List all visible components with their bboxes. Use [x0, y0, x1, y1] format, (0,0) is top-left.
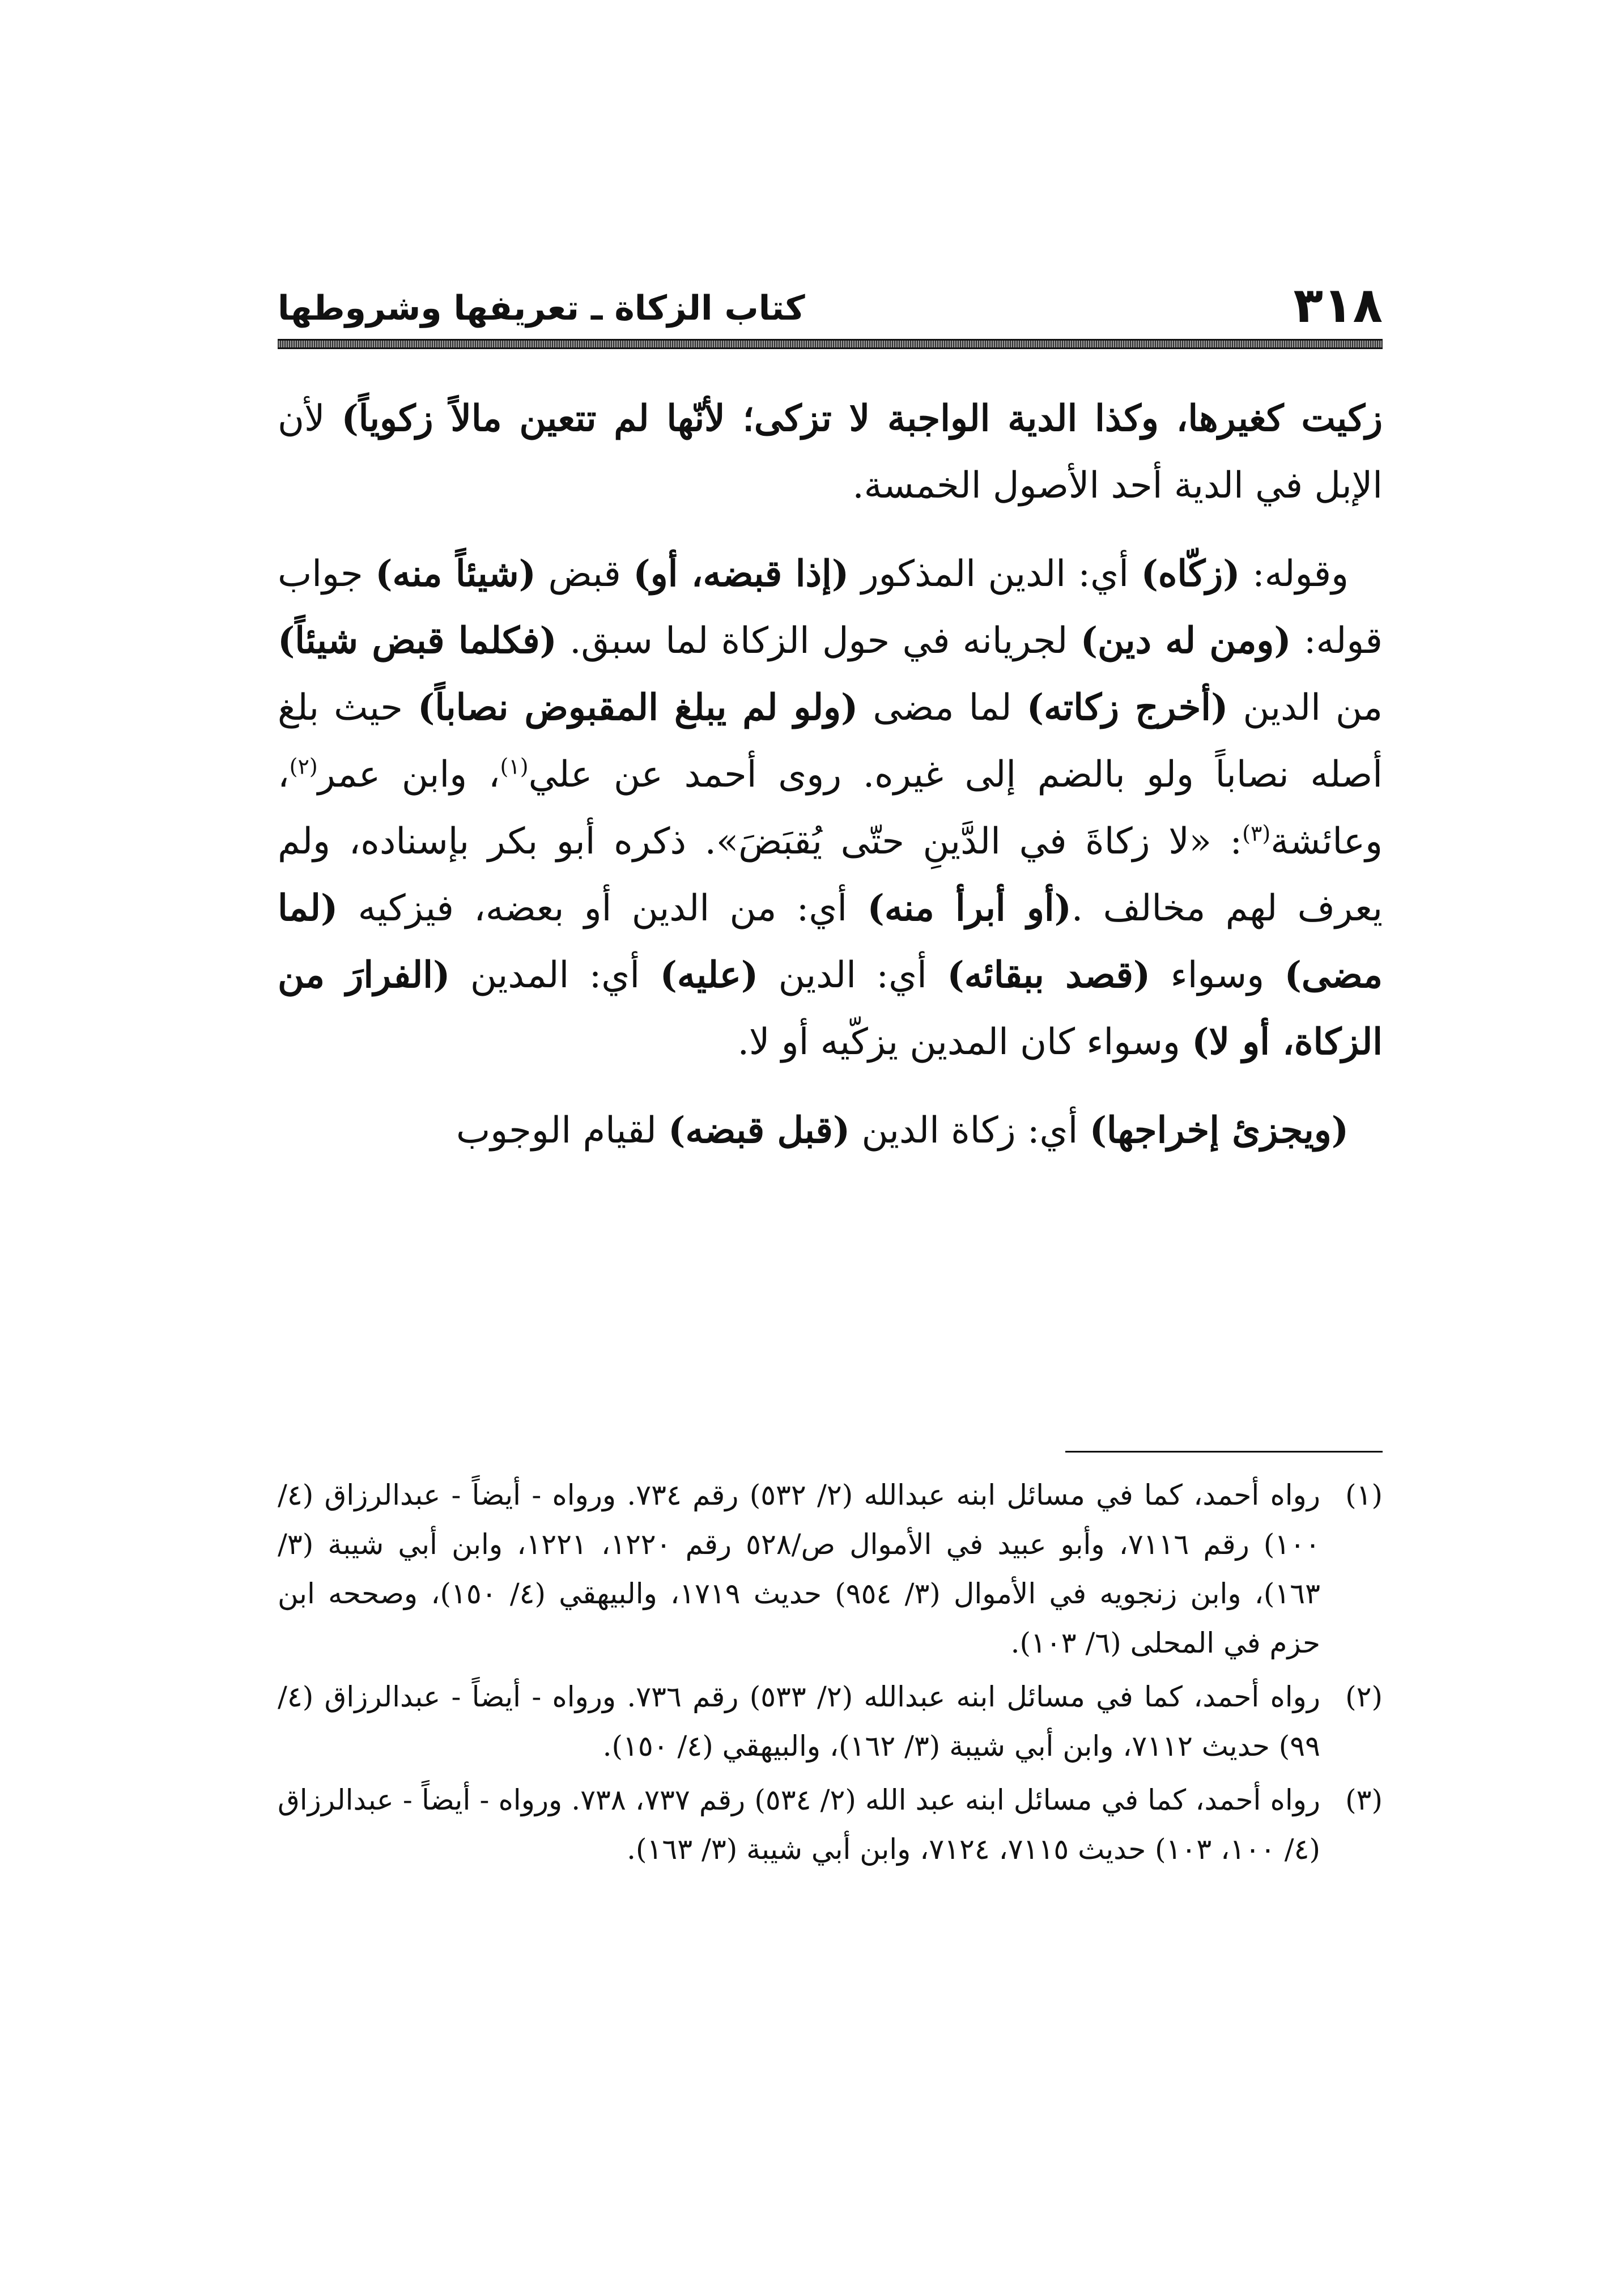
- matn-text: (أخرج زكاته): [1026, 686, 1228, 729]
- sharh-text: أي: من الدين أو بعضه، فيزكيه: [338, 888, 868, 929]
- footnote-1: [278, 1471, 1383, 1668]
- main-text: [278, 385, 1383, 1186]
- sharh-text: لجريانه في حول الزكاة لما سبق.: [556, 620, 1081, 662]
- sharh-text: : «لا زكاةَ في الدَّينِ حتّى يُقبَضَ». ذكره أبو بكر بإسناده، ولم يعرف لهم مخالف .: [278, 821, 1383, 929]
- sharh-text: أي: المدين: [450, 954, 660, 996]
- matn-text: (عليه): [660, 954, 759, 996]
- footnote-text: رواه أحمد، كما في مسائل ابنه عبدالله (٢/ ٥٣٣) رقم ٧٣٦. ورواه - أيضاً - عبدالرزاق (٤/ ٩٩) حديث ٧١١٢، وابن أبي شيبة (٣/ ١٦٢)، والبيهقي (٤/ ١٥٠).: [278, 1680, 1320, 1763]
- matn-text: (قبل قبضه): [668, 1109, 851, 1152]
- sharh-text: ، وعائشة: [278, 754, 1383, 863]
- footnote-text: رواه أحمد، كما في مسائل ابنه عبد الله (٢/ ٥٣٤) رقم ٧٣٧، ٧٣٨. ورواه - أيضاً - عبدالرزاق (٤/ ١٠٠، ١٠٣) حديث ٧١١٥، ٧١٢٤، وابن أبي شيبة (٣/ ١٦٣).: [278, 1784, 1321, 1866]
- matn-text: (أو أبرأ منه): [867, 887, 1072, 929]
- matn-text: (شيئاً منه): [375, 553, 536, 595]
- sharh-text: أي: زكاة الدين: [850, 1110, 1090, 1152]
- sharh-text: وقوله:: [1240, 553, 1349, 595]
- footnote-rule: [1065, 1451, 1383, 1453]
- matn-text: (الفرارَ من الزكاة، أو لا): [278, 954, 1383, 1063]
- matn-text: (ومن له دين): [1080, 619, 1291, 662]
- matn-text: (زكّاه): [1141, 553, 1240, 595]
- sharh-text: حيث بلغ أصله نصاباً ولو بالضم إلى غيره. روى أحمد عن علي: [278, 687, 1383, 796]
- page-header: [278, 255, 1383, 334]
- footnote-ref-1: (١): [500, 754, 529, 779]
- footnote-ref-2: (٢): [289, 754, 318, 779]
- footnote-number: (٢): [1345, 1680, 1383, 1713]
- sharh-text: جواب قوله:: [278, 553, 1383, 662]
- header-rule: [278, 339, 1383, 349]
- sharh-text: لما مضى: [858, 687, 1027, 729]
- paragraph-1: [278, 385, 1383, 519]
- matn-text: (ويجزئ إخراجها): [1089, 1109, 1349, 1152]
- footnotes: [278, 1471, 1383, 1879]
- sharh-text: من الدين: [1228, 687, 1383, 729]
- matn-text: (إذا قبضه، أو): [633, 553, 849, 595]
- matn-text: (ولو لم يبلغ المقبوض نصاباً): [418, 686, 858, 729]
- footnote-3: [278, 1776, 1383, 1874]
- sharh-text: وسواء: [1150, 954, 1285, 996]
- footnote-ref-3: (٣): [1242, 821, 1271, 846]
- footnote-number: (١): [1345, 1479, 1383, 1511]
- sharh-text: ، وابن عمر: [317, 754, 500, 796]
- sharh-text: قبض: [535, 553, 634, 595]
- matn-text: (لما مضى): [278, 887, 1383, 996]
- sharh-text: أي: الدين المذكور: [849, 553, 1141, 595]
- running-title: كتاب الزكاة ـ تعريفها وشروطها: [278, 288, 805, 328]
- sharh-text: لأن الإبل في الدية أحد الأصول الخمسة.: [278, 398, 1383, 507]
- sharh-text: وسواء كان المدين يزكّيه أو لا.: [737, 1021, 1192, 1063]
- sharh-text: لقيام الوجوب: [456, 1110, 669, 1152]
- page-number: ٣١٨: [1293, 277, 1383, 334]
- footnote-text: رواه أحمد، كما في مسائل ابنه عبدالله (٢/ ٥٣٢) رقم ٧٣٤. ورواه - أيضاً - عبدالرزاق (٤/ ١٠٠) رقم ٧١١٦، وأبو عبيد في الأموال ص/٥٢٨ رقم ١٢٢٠، ١٢٢١، وابن أبي شيبة (٣/ ١٦٣)، وابن زنجويه في الأموال (٣/ ٩٥٤) حديث ١٧١٩، والبيهقي (٤/ ١٥٠)، وصححه ابن حزم في المحلى (٦/ ١٠٣).: [278, 1479, 1320, 1659]
- paragraph-2: [278, 541, 1383, 1076]
- footnote-number: (٣): [1345, 1784, 1383, 1816]
- paragraph-3: [278, 1097, 1383, 1164]
- matn-text: (فكلما قبض شيئاً): [278, 619, 557, 662]
- matn-text: (قصد ببقائه): [947, 954, 1151, 996]
- matn-text: زكيت كغيرها، وكذا الدية الواجبة لا تزكى؛ لأنّها لم تتعين مالاً زكوياً): [341, 397, 1383, 440]
- sharh-text: أي: الدين: [758, 954, 947, 996]
- footnote-2: [278, 1672, 1383, 1771]
